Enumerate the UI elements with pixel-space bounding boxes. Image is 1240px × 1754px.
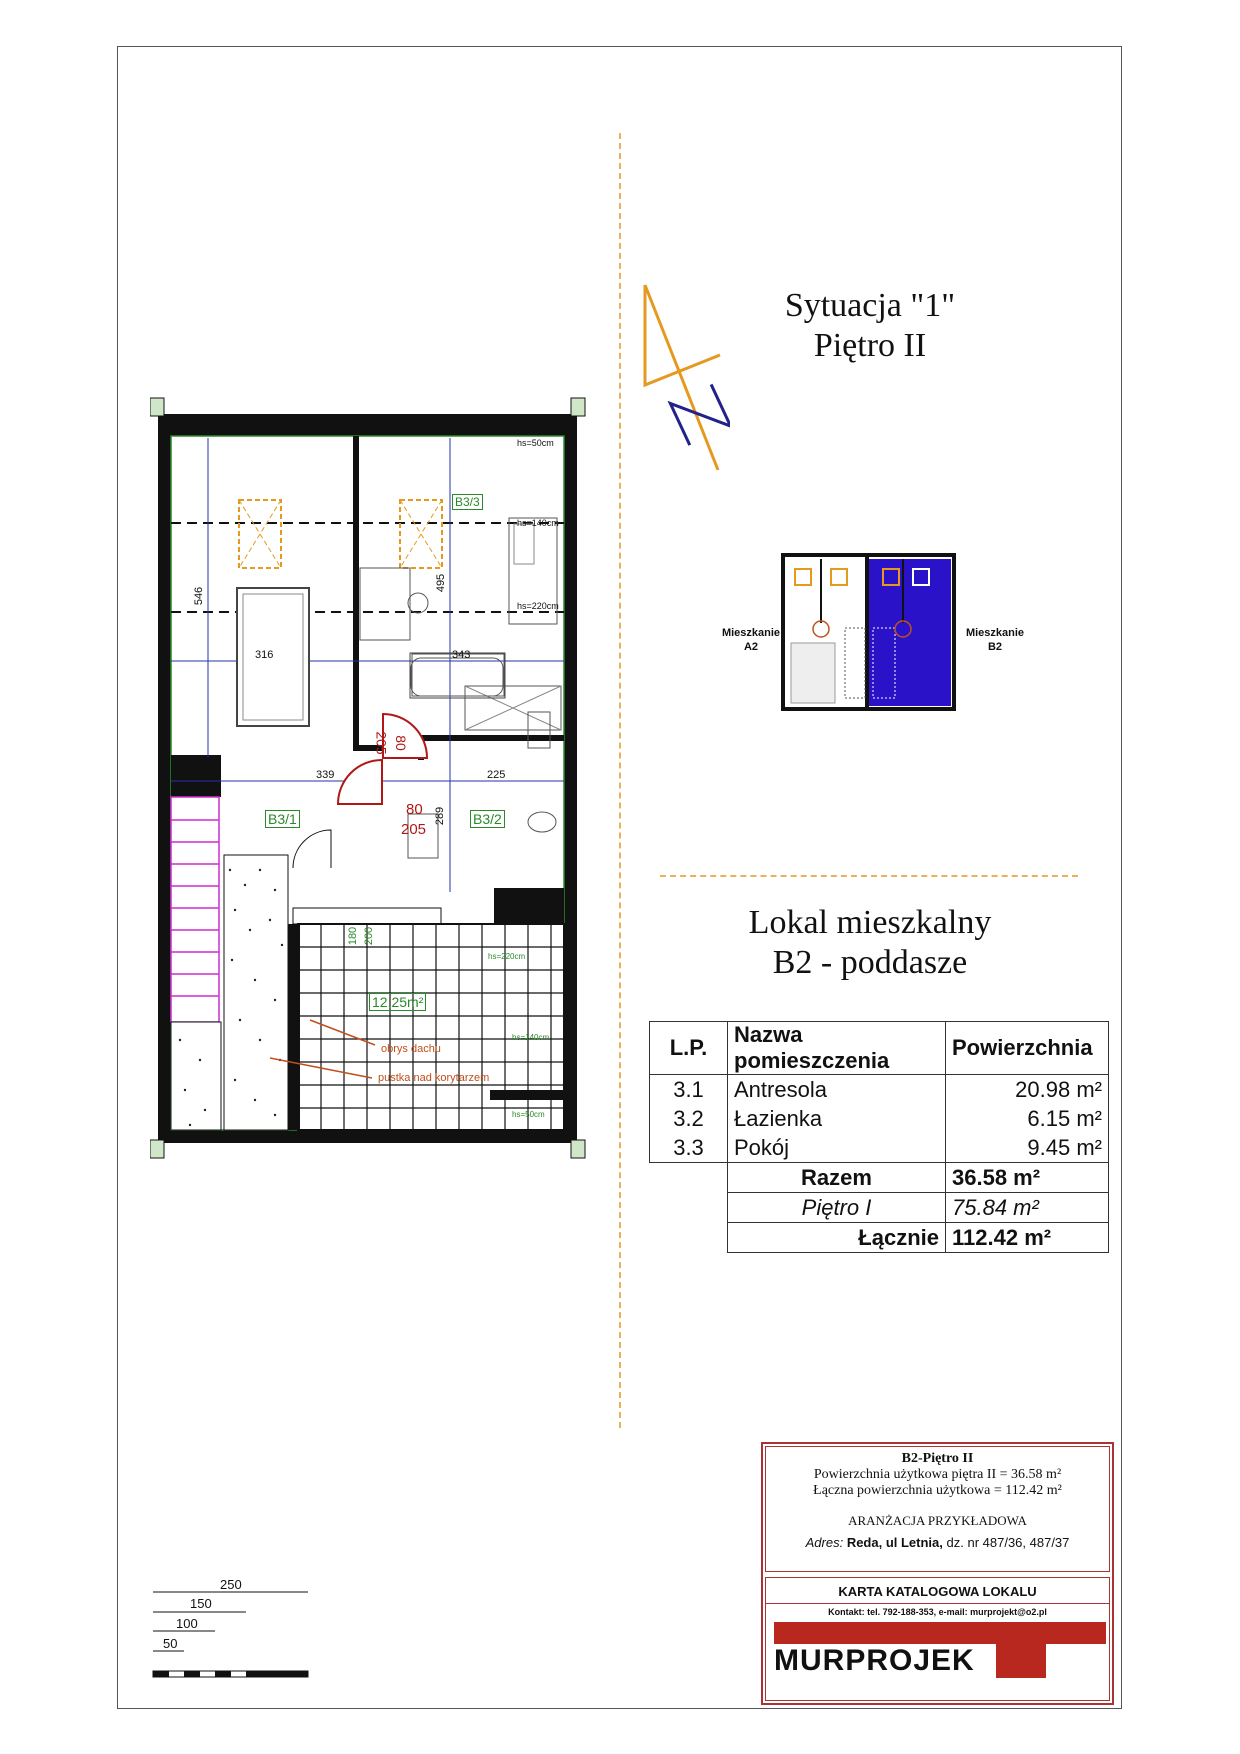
row-area: 6.15: [1027, 1105, 1071, 1131]
door-dim-205-a: 205: [373, 731, 390, 755]
title-stamp: [761, 1442, 1114, 1705]
door-dim-80-a: 80: [392, 735, 409, 751]
scale-label-250: 250: [220, 1577, 242, 1592]
unit-heading: Lokal mieszkalny B2 - poddasze: [748, 904, 992, 981]
row-name: Pokój: [728, 1133, 946, 1163]
room-tag-b3-1: B3/1: [265, 810, 300, 828]
header-lp: L.P.: [650, 1022, 728, 1075]
stamp-address-plot: dz. nr 487/36, 487/37: [946, 1535, 1070, 1550]
area-tag: 12,25m²: [369, 993, 426, 1011]
wall-left: [158, 414, 171, 1142]
wall-top: [158, 414, 577, 436]
row-lp: 3.2: [650, 1104, 728, 1133]
row-area: 9.45: [1027, 1134, 1071, 1160]
door-dim-80-b: 80: [406, 801, 423, 818]
stamp-address-city: Reda, ul Letnia,: [846, 1535, 943, 1550]
row-lp: 3.3: [650, 1133, 728, 1163]
stamp-area-total: Łączna powierzchnia użytkowa = 112.42 m²: [813, 1483, 1062, 1498]
wall-right: [564, 414, 577, 1142]
scale-label-150: 150: [190, 1596, 212, 1611]
situation-heading: Sytuacja "1" Piętro II: [784, 287, 956, 364]
note-void: pustka nad korytarzem: [378, 1072, 490, 1084]
room-tag-b3-3: B3/3: [452, 494, 483, 510]
door-dim-205-b: 205: [401, 821, 427, 838]
total-label: Razem: [728, 1163, 946, 1193]
total-row: [650, 1193, 1109, 1223]
total-label: Piętro I: [728, 1193, 946, 1223]
stamp-title: B2-Piętro II: [901, 1451, 974, 1466]
row-unit: m²: [1076, 1076, 1102, 1102]
dim-343: 343: [452, 649, 471, 661]
scale-bar: [148, 1578, 318, 1680]
brand-brick-band: [774, 1622, 1106, 1644]
header-area: Powierzchnia: [946, 1022, 1109, 1075]
height-note-2: hs=140cm: [517, 518, 559, 528]
table-row: [650, 1133, 1109, 1163]
height-note-6: hs=50cm: [512, 1110, 545, 1119]
stamp-arrangement: ARANŻACJA PRZYKŁADOWA: [848, 1513, 1027, 1528]
stamp-address-label: Adres:: [805, 1535, 844, 1550]
divider-horizontal: [660, 875, 1078, 877]
key-plan: [781, 553, 956, 711]
row-area: 20.98: [1015, 1076, 1071, 1102]
row-lp: 3.1: [650, 1075, 728, 1105]
height-note-1: hs=50cm: [517, 438, 554, 448]
dim-316: 316: [255, 649, 274, 661]
door-dim-180: 180: [347, 926, 360, 946]
scale-label-100: 100: [176, 1616, 198, 1631]
total-label: Łącznie: [728, 1223, 946, 1253]
table-row: [650, 1075, 1109, 1105]
total-row: [650, 1223, 1109, 1253]
stamp-contact: Kontakt: tel. 792-188-353, e-mail: murprojekt@o2.pl: [828, 1607, 1047, 1617]
scale-label-50: 50: [163, 1636, 178, 1651]
dim-495: 495: [435, 573, 448, 593]
brand-brick-block: [996, 1644, 1046, 1678]
height-note-5: hs=140cm: [512, 1033, 550, 1042]
total-value: 112.42 m²: [946, 1223, 1109, 1253]
row-unit: m²: [1076, 1134, 1102, 1160]
stamp-area-floor: Powierzchnia użytkowa piętra II = 36.58 m²: [813, 1467, 1062, 1482]
table-row: [650, 1104, 1109, 1133]
row-unit: m²: [1076, 1105, 1102, 1131]
room-table-header: [650, 1022, 1109, 1075]
height-note-4: hs=220cm: [488, 952, 526, 961]
floor-plan: [150, 390, 590, 1170]
key-plan-label-b2: Mieszkanie B2: [965, 627, 1025, 653]
door-dim-200: 200: [363, 926, 376, 946]
row-name: Antresola: [728, 1075, 946, 1105]
room-table: [649, 1021, 1109, 1253]
total-value: 75.84 m²: [946, 1193, 1109, 1223]
wall-bottom: [158, 1130, 577, 1143]
total-row: [650, 1163, 1109, 1193]
north-arrow-icon: [640, 280, 730, 475]
dim-546: 546: [193, 586, 206, 606]
row-name: Łazienka: [728, 1104, 946, 1133]
header-name: Nazwa pomieszczenia: [728, 1022, 946, 1075]
divider-vertical: [619, 133, 621, 1428]
stamp-card-title: KARTA KATALOGOWA LOKALU: [766, 1584, 1109, 1604]
brand-logo: MURPROJEK: [774, 1644, 975, 1677]
dim-225: 225: [487, 769, 506, 781]
dim-289: 289: [434, 806, 447, 826]
total-value: 36.58 m²: [946, 1163, 1109, 1193]
height-note-3: hs=220cm: [517, 601, 559, 611]
dim-339: 339: [316, 769, 335, 781]
key-plan-label-a2: Mieszkanie A2: [721, 627, 781, 653]
room-tag-b3-2: B3/2: [470, 810, 505, 828]
note-roof-outline: obrys dachu: [381, 1043, 441, 1055]
